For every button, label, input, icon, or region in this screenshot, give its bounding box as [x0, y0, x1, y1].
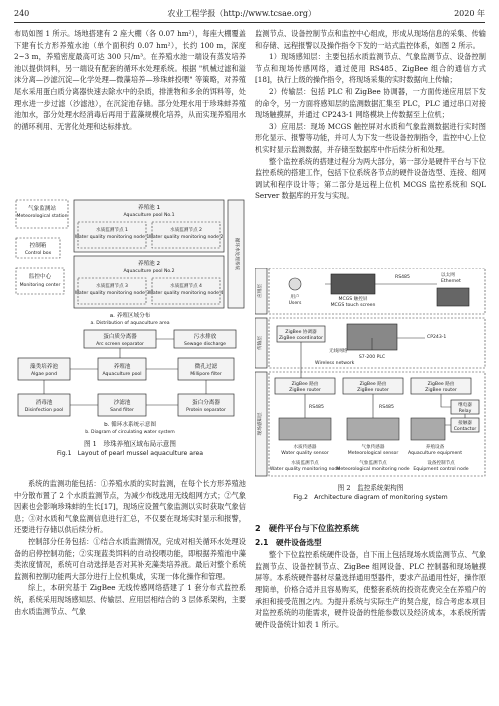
paragraph: 1）现场感知层：主要包括水质监测节点、气象监测节点、设备控制节点和现场传感网络，通过使用 RS485、ZigBee 组合的通信方式[18]，执行上级的操作指令，将现场采集的实时数据向上传输； — [255, 52, 486, 85]
left-column-top — [14, 28, 246, 198]
paragraph: 整个下位监控系统硬件设备，自下而上包括现场水质监测节点、气象监测节点、设备控制节点、ZigBee 组网设备、PLC 控制器和现场触摸屏等。本系统硬件器材尽量选择通用型器件，要求产品通用性好，操作原理简单，价格合适并且容易购买，使整套系统的投资花费完全在养殖户的承担和接受范围之内。为提升系统与实际生产的契合度，综合考虑本项目对监控系统的功能需求，硬件设备的性能参数以及经济成本，本系统所需硬件设备统计如表 1 所示。 — [255, 550, 486, 629]
met-node-en: Meteorological monitoring node — [336, 467, 410, 472]
protein-label: 蛋白分离器 — [192, 400, 220, 406]
monitor-center-label: 监控中心 — [28, 274, 52, 280]
contactor-label: 接触器 — [458, 421, 472, 426]
sewage-en: Sewage discharge — [184, 342, 226, 347]
equipment-label: 养殖设备 — [425, 445, 445, 450]
aqua-pool-en: Aquaculture pool — [102, 372, 142, 377]
sewage-label: 污水排放 — [193, 334, 217, 340]
node-1-en: Water quality monitoring node 1 — [74, 235, 150, 240]
paragraph: 监测节点、设备控制节点和监控中心组成，形成从现场信息的采集、传输和存储、远程报警以及操作指令下发的一站式监控体系，如图 2 所示。 — [255, 29, 486, 50]
cp243-label: CP243-1 — [427, 335, 447, 340]
aqua-pool-label: 养殖池 — [113, 364, 131, 370]
equip-node-en: Equipment control node — [413, 467, 469, 472]
layer-trans-label: 传输层 — [258, 336, 263, 350]
right-column-bottom — [255, 520, 486, 700]
users-icon — [289, 278, 301, 290]
disinfection-label: 消毒池 — [35, 400, 53, 406]
pool-2-label: 养殖池 2 — [137, 261, 161, 267]
pool-1-label: 养殖池 1 — [137, 205, 161, 211]
rs485-met-label: RS485 — [379, 405, 394, 410]
sand-label: 沙滤池 — [113, 400, 131, 406]
pool-1-en: Aquaculture pool No.1 — [123, 213, 175, 218]
paragraph: 布局如图 1 所示。场地搭建有 2 座大棚（各 0.07 hm²），每座大棚覆盖下建有长方形养殖水池（单个面积约 0.07 hm²），长约 100 m，深度 2~3 m，养殖密度最高可达 300 只/m³。在养殖水池一端设有蒸发培养池以提供饲料，另一端设有配套的循环水处理系统。根据 "机械过滤和溢沫分离—沙滤沉淀—化学处理—微藻培养—珍珠蚌投喂" 等策略，对养殖尾水采用蛋白质分离器快速去除水中的杂质，排泄物和多余的饵料等，处理水进一步过滤（沙滤池），在沉淀池存储。部分处理水用于珍珠蚌养殖池加水，部分处理水经消毒后再用于蓝藻规模化培养，从而实现养殖用水的循环利用、无害化处理和达标排放。 — [14, 29, 246, 131]
paragraph: 综上，本研究基于 ZigBee 无线传感网络搭建了 1 套分布式监控系统，系统采用现场感知层、传输层、应用层相结合的 3 层体系架构，主要由水质监测节点、气象 — [14, 583, 246, 616]
router-1-label: ZigBee 路由 — [291, 382, 319, 387]
met-sensor-en: Meteorological sensor — [347, 451, 399, 456]
pool-2-en: Aquaculture pool No.2 — [123, 269, 175, 274]
layer-field-label: 现场感知层 — [258, 412, 263, 436]
ethernet-label: 以太网 — [441, 273, 455, 278]
control-box-en: Control box — [24, 251, 52, 256]
monitor-center-box — [16, 268, 64, 294]
router-3-en: ZigBee router — [425, 388, 457, 393]
paragraph: 2）传输层：包括 PLC 和 ZigBee 协调器，一方面传递应用层下发的命令，另一方面将感知层的监测数据汇集至 PLC，PLC 通过串口对接现场触摸屏，并通过 CP243-1 网络模块上传数据至上位机； — [255, 86, 486, 120]
node-2-label: 水质监测节点 2 — [170, 228, 202, 233]
fig1a-caption-cn: a. 养殖区域分布 — [109, 313, 151, 319]
mcgs-label: MCGS 触控屏 — [338, 297, 368, 302]
section-2-1-heading: 2.1 硬件设备选型 — [255, 537, 322, 547]
control-box-label: 控制箱 — [29, 243, 47, 249]
millipore-en: Millipore filter — [190, 372, 222, 377]
water-sensor-en: Water quality sensor — [281, 451, 329, 456]
page-header — [14, 6, 485, 20]
router-2-en: ZigBee router — [357, 388, 389, 393]
router-3-label: ZigBee 路由 — [427, 382, 455, 387]
algae-pool-label: 藻类培养池 — [30, 364, 58, 370]
coordinator-label: ZigBee 协调器 — [285, 330, 317, 335]
protein-en: Protein separator — [186, 408, 226, 413]
figure-1-caption: 图 1 珍珠养殖区域布局示意图 — [83, 440, 176, 448]
sand-en: Sand filter — [110, 408, 134, 413]
equipment-icon — [411, 418, 445, 440]
fig1b-caption-en: b. Diagram of circulating water system — [85, 430, 175, 435]
rs485-label: RS485 — [395, 275, 410, 280]
contactor-en: Contactor — [453, 427, 477, 432]
node-2-en: Water quality monitoring node 2 — [148, 235, 224, 240]
left-column-bottom — [14, 478, 246, 700]
paragraph: 控制部分任务包括：①结合水质监测情况，完成对相关循环水处理设备的启停控制功能；②实现蓝类饵料的自动投喂功能，即根据养殖池中藻类浓度情况，系统可自动选择是否对其补充藻类培养液。最后对整个系统监测和控制功能两大部分进行上位机集成，实现一体化操作和管理。 — [14, 536, 246, 581]
fig1a-caption-en: a. Distribution of aquaculture area — [90, 321, 170, 326]
wireless-en: Wireless network — [315, 361, 355, 366]
disinfection-en: Disinfection pool — [24, 408, 64, 413]
mcgs-screen-icon — [331, 274, 375, 294]
node-1-label: 水质监测节点 1 — [96, 228, 128, 233]
water-node-en: Water quality monitoring node — [269, 467, 341, 472]
paragraph: 系统的监测功能包括：①养殖水质的实时监测，在每个长方形养殖池中分散布置了 2 个水质监测节点，为减少布线选用无线组网方式；②气象因素也会影响珍珠蚌的生长[17]，现场应设置气象监测以实时获取气象信息；③对水质和气象监测信息进行汇总，不仅要在现场实时显示和报警，还要进行存储以供后续分析。 — [14, 479, 246, 535]
figure-2-caption: 图 2 监控系统架构图 — [337, 484, 404, 492]
router-1-en: ZigBee router — [289, 388, 321, 393]
journal-name: 农业工程学报（http://www.tcsae.org） — [167, 8, 316, 18]
equipment-en: Aquaculture equipment — [407, 451, 463, 456]
water-node-label: 水质监测节点 — [291, 461, 319, 466]
met-station-en: Meteorological station — [16, 214, 68, 219]
figure-2 — [255, 268, 486, 506]
paragraph: 整个监控系统的搭建过程分为两大部分，第一部分是硬件平台与下位监控系统的搭建工作，包括下位系统各节点的硬件设备选型、连接、组网调试和程序设计等；第二部分是远程上位机 MCGS 监控系统和 SQL Server 数据库的开发与实现。 — [255, 156, 486, 201]
plc-label: S7-200 PLC — [358, 355, 386, 360]
figure-2-caption-en: Fig.2 Architecture diagram of monitoring system — [293, 494, 448, 501]
water-sensor-label: 水质传感器 — [293, 445, 317, 450]
node-4-label: 水质监测节点 4 — [170, 284, 202, 289]
met-sensor-label: 气象传感器 — [361, 445, 385, 450]
router-2-label: ZigBee 路由 — [359, 382, 387, 387]
separator-label: 蛋白质分离器 — [103, 334, 137, 340]
node-4-en: Water quality monitoring node 4 — [148, 291, 224, 296]
coordinator-en: ZigBee coordinator — [279, 336, 323, 341]
met-station-label: 气象监测站 — [28, 206, 56, 212]
millipore-label: 微孔过滤 — [194, 364, 218, 370]
layer-app-label: 应用层 — [258, 284, 263, 298]
figure-2-diagram — [255, 268, 486, 480]
monitor-center-en: Monitoring center — [19, 283, 61, 288]
circulating-system-label: 循环水处理系统 — [234, 237, 239, 271]
met-node-label: 气象监测节点 — [359, 461, 387, 466]
ethernet-en: Ethernet — [441, 279, 461, 284]
right-column-top — [255, 28, 486, 264]
paragraph: 3）应用层：现场 MCGS 触控屏对水质和气象监测数据进行实时图形化显示、报警等功能，并可人为下发一些设备控制指令，监控中心上位机实时显示监测数据，并存储至数据库中作后续分析和处理。 — [255, 121, 486, 154]
page-number: 240 — [14, 8, 30, 18]
users-label: 用户 — [290, 295, 300, 300]
section-2-heading: 2 硬件平台与下位监控系统 — [255, 523, 359, 533]
host-computer-icon — [437, 288, 469, 306]
figure-1-caption-en: Fig.1 Layout of pearl mussel aquaculture area — [56, 450, 204, 457]
mcgs-en: MCGS touch screen — [330, 303, 376, 308]
header-rule — [14, 22, 485, 23]
separator-en: Arc screen separator — [96, 342, 144, 347]
figure-1 — [14, 198, 246, 476]
wireless-label: 无线网络 — [329, 349, 348, 354]
figure-1-diagram — [14, 198, 246, 438]
issue-year: 2020 年 — [454, 8, 485, 18]
fig1b-caption-cn: b. 循环水系统示意图 — [104, 422, 156, 428]
relay-label: 继电器 — [458, 403, 472, 408]
met-sensor-icon — [347, 418, 399, 440]
relay-en: Relay — [458, 409, 472, 414]
rs485-water-label: RS485 — [309, 405, 324, 410]
equip-node-label: 设备控制节点 — [427, 461, 455, 466]
node-3-label: 水质监测节点 3 — [96, 284, 128, 289]
users-en: Users — [288, 301, 302, 306]
algae-pool-en: Algae pond — [31, 372, 57, 377]
node-3-en: Water quality monitoring node 3 — [74, 291, 150, 296]
water-sensor-icon — [279, 418, 331, 440]
